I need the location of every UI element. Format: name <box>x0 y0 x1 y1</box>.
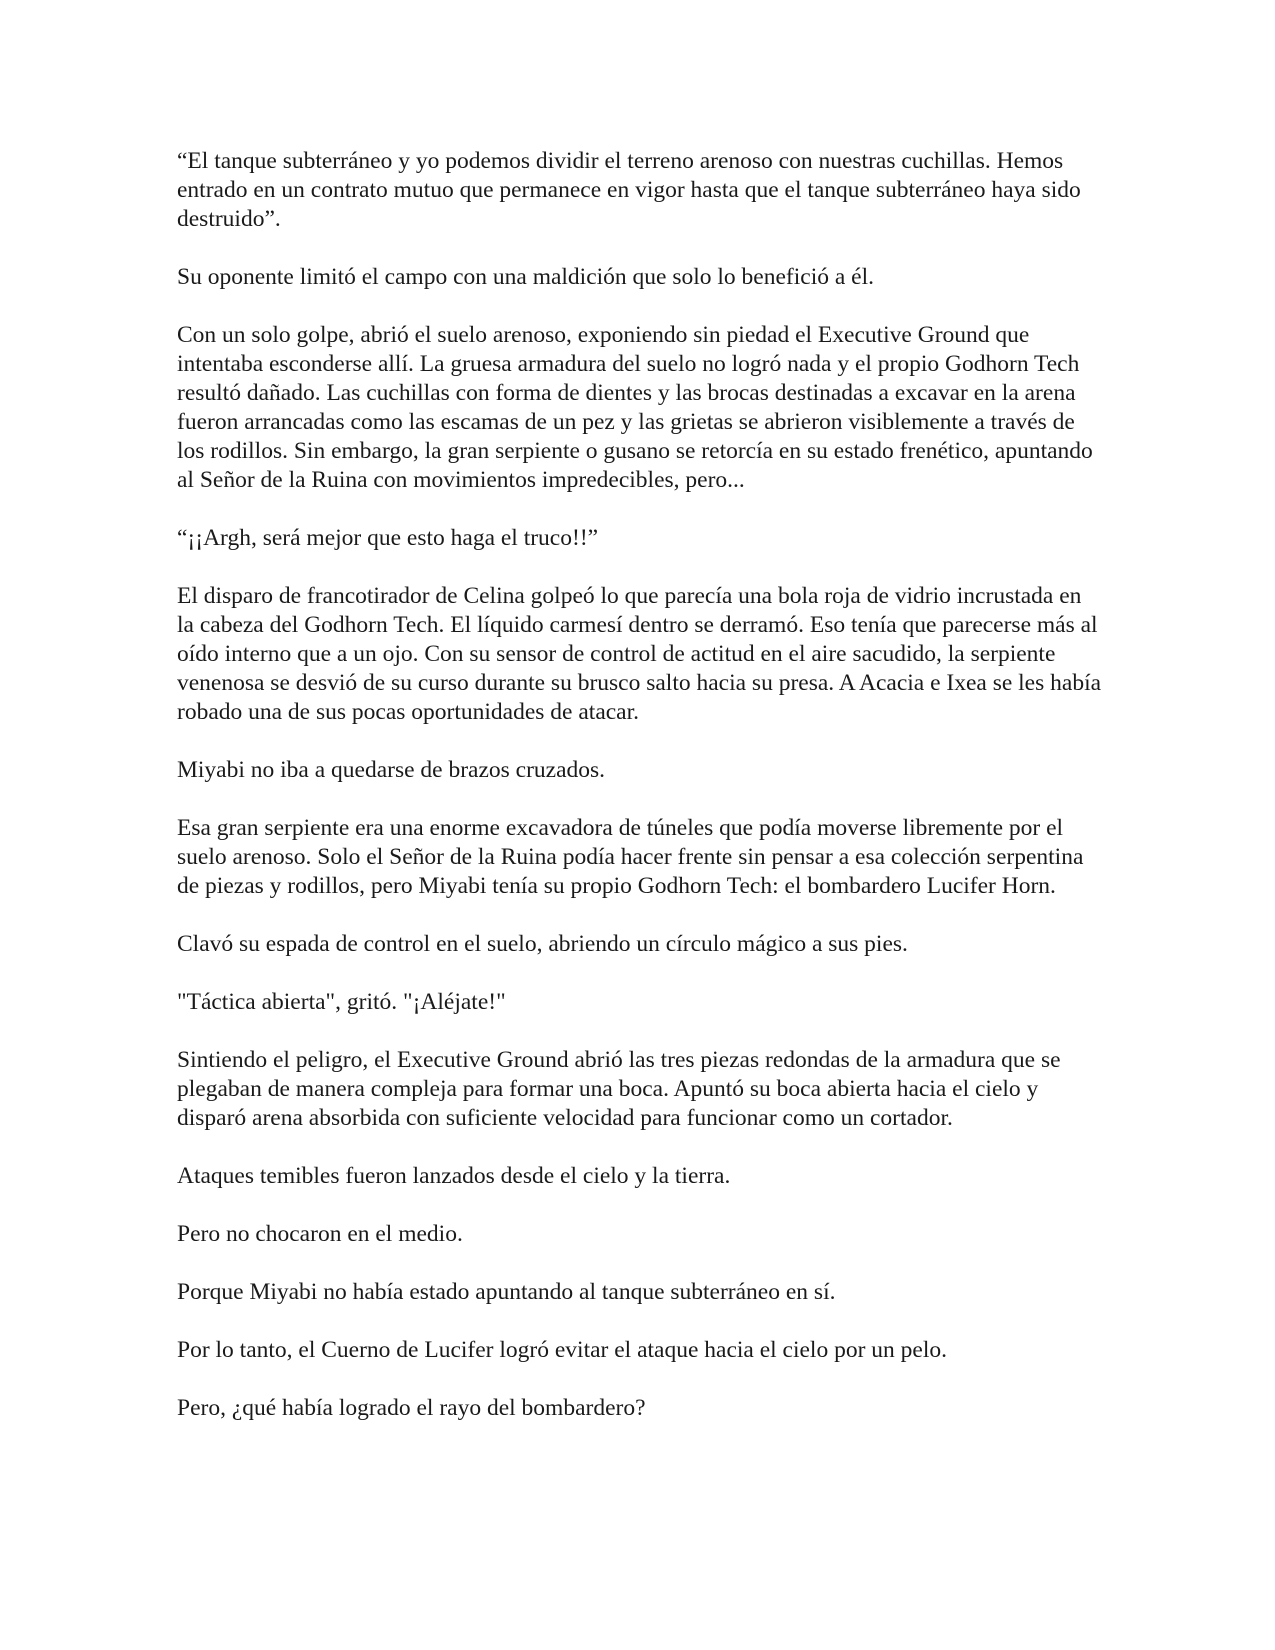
paragraph: Miyabi no iba a quedarse de brazos cruzados. <box>177 757 606 783</box>
paragraph: Por lo tanto, el Cuerno de Lucifer logró evitar el ataque hacia el cielo por un pelo. <box>177 1337 947 1363</box>
paragraph: Pero, ¿qué había logrado el rayo del bombardero? <box>177 1395 646 1421</box>
paragraph: Porque Miyabi no había estado apuntando al tanque subterráneo en sí. <box>177 1279 836 1305</box>
paragraph: Su oponente limitó el campo con una maldición que solo lo benefició a él. <box>177 264 874 290</box>
paragraph: "Táctica abierta", gritó. "¡Aléjate!" <box>177 989 506 1015</box>
paragraph: “¡¡Argh, será mejor que esto haga el truco!!” <box>177 525 599 551</box>
paragraph: Pero no chocaron en el medio. <box>177 1221 463 1247</box>
paragraph: “El tanque subterráneo y yo podemos dividir el terreno arenoso con nuestras cuchillas. Hemos entrado en un contrato mutuo que permanece en vigor hasta que el tanque subterráneo haya sido destruido”. <box>177 148 1081 232</box>
paragraph: Clavó su espada de control en el suelo, abriendo un círculo mágico a sus pies. <box>177 931 908 957</box>
paragraph: Sintiendo el peligro, el Executive Ground abrió las tres piezas redondas de la armadura que se plegaban de manera compleja para formar una boca. Apuntó su boca abierta hacia el cielo y disparó arena absorbida con suficiente velocidad para funcionar como un cortador. <box>177 1047 1061 1131</box>
paragraph: Esa gran serpiente era una enorme excavadora de túneles que podía moverse libremente por el suelo arenoso. Solo el Señor de la Ruina podía hacer frente sin pensar a esa colección serpentina de piezas y rodillos, pero Miyabi tenía su propio Godhorn Tech: el bombardero Lucifer Horn. <box>177 815 1084 899</box>
paragraph: Con un solo golpe, abrió el suelo arenoso, exponiendo sin piedad el Executive Ground que intentaba esconderse allí. La gruesa armadura del suelo no logró nada y el propio Godhorn Tech resultó dañado. Las cuchillas con forma de dientes y las brocas destinadas a excavar en la arena fueron arrancadas como las escamas de un pez y las grietas se abrieron visiblemente a través de los rodillos. Sin embargo, la gran serpiente o gusano se retorcía en su estado frenético, apuntando al Señor de la Ruina con movimientos impredecibles, pero... <box>177 322 1093 493</box>
document-body <box>177 147 1102 1452</box>
paragraph: Ataques temibles fueron lanzados desde el cielo y la tierra. <box>177 1163 731 1189</box>
paragraph: El disparo de francotirador de Celina golpeó lo que parecía una bola roja de vidrio incrustada en la cabeza del Godhorn Tech. El líquido carmesí dentro se derramó. Eso tenía que parecerse más al oído interno que a un ojo. Con su sensor de control de actitud en el aire sacudido, la serpiente venenosa se desvió de su curso durante su brusco salto hacia su presa. A Acacia e Ixea se les había robado una de sus pocas oportunidades de atacar. <box>177 583 1102 725</box>
